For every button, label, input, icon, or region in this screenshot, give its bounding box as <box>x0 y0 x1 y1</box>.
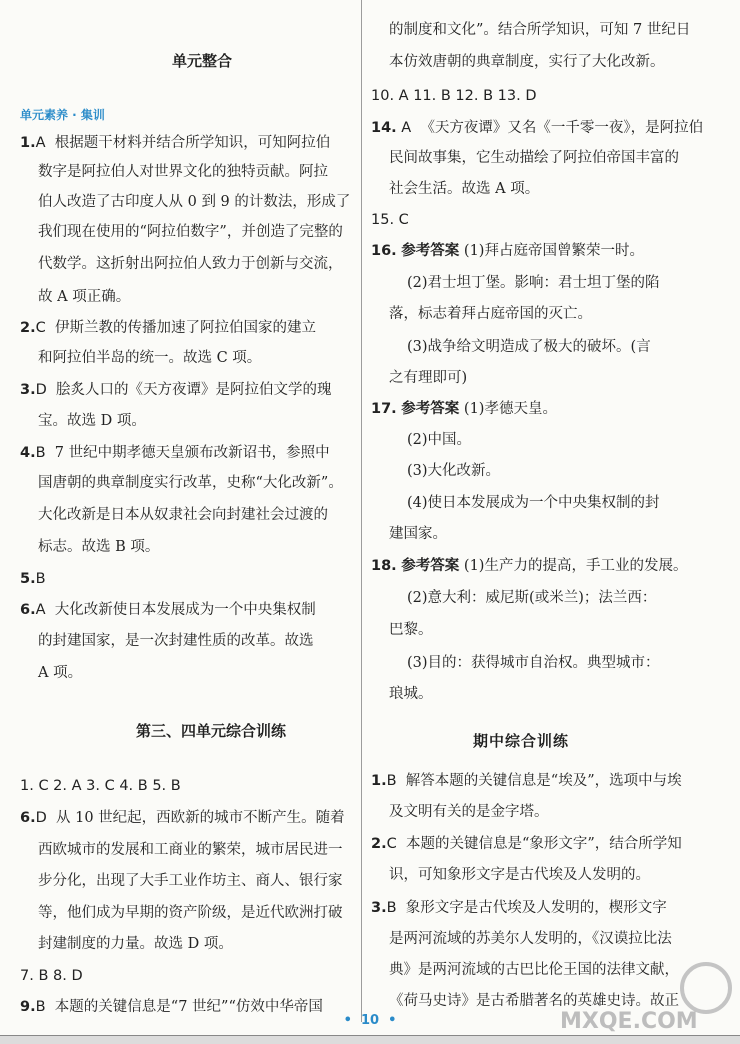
answer-line: (2)意大利：威尼斯(或米兰)；法兰西： <box>407 590 657 606</box>
answer-line: 巴黎。 <box>389 622 433 638</box>
answer-item-mid-2: 2.C 本题的关键信息是“象形文字”，结合所学知 <box>371 836 682 852</box>
answer-line-1-5: 1. C 2. A 3. C 4. B 5. B <box>20 778 181 794</box>
answer-item-mid-1: 1.B 解答本题的关键信息是“埃及”，选项中与埃 <box>371 773 682 789</box>
answer-item-18: 18. 参考答案 (1)生产力的提高，手工业的发展。 <box>371 558 688 574</box>
page-number: • 10 • <box>343 1013 397 1028</box>
answer-item-1: 1.A 根据题干材料并结合所学知识，可知阿拉伯 <box>20 135 331 151</box>
section-title-midterm: 期中综合训练 <box>473 732 570 750</box>
answer-item-4: 4.B 7 世纪中期孝德天皇颁布改新诏书，参照中 <box>20 445 330 461</box>
watermark-text: MXQE.COM <box>560 1009 698 1034</box>
bottom-edge <box>0 1035 740 1044</box>
answer-line: A 项。 <box>38 665 83 681</box>
answer-line: 落，标志着拜占庭帝国的灭亡。 <box>389 306 592 322</box>
answer-item-5: 5.B <box>20 571 46 587</box>
answer-line: (3)目的：获得城市自治权。典型城市： <box>407 655 660 671</box>
answer-item-2: 2.C 伊斯兰教的传播加速了阿拉伯国家的建立 <box>20 320 316 336</box>
answer-line: 我们现在使用的“阿拉伯数字”，并创造了完整的 <box>38 224 343 240</box>
answer-line: 数字是阿拉伯人对世界文化的独特贡献。阿拉 <box>38 164 328 180</box>
answer-line: 民间故事集，它生动描绘了阿拉伯帝国丰富的 <box>389 150 679 166</box>
section-title-units-3-4: 第三、四单元综合训练 <box>136 722 287 740</box>
answer-line: 故 A 项正确。 <box>38 289 131 305</box>
answer-item-16: 16. 参考答案 (1)拜占庭帝国曾繁荣一时。 <box>371 243 644 259</box>
answer-line: (3)大化改新。 <box>407 463 501 479</box>
answer-line: (2)君士坦丁堡。影响：君士坦丁堡的陷 <box>407 275 660 291</box>
answer-line: 琅城。 <box>389 686 433 702</box>
answer-line: 典》是两河流域的古巴比伦王国的法律文献， <box>389 962 679 978</box>
answer-item-9: 9.B 本题的关键信息是“7 世纪”“仿效中华帝国 <box>20 999 323 1015</box>
answer-line: 识，可知象形文字是古代埃及人发明的。 <box>389 867 650 883</box>
answer-line: 之有理即可) <box>389 370 468 386</box>
answer-item-mid-3: 3.B 象形文字是古代埃及人发明的，楔形文字 <box>371 900 667 916</box>
answer-item-14: 14. A 《天方夜谭》又名《一千零一夜》，是阿拉伯 <box>371 120 704 136</box>
answer-line: 建国家。 <box>389 526 447 542</box>
answer-line: (3)战争给文明造成了极大的破坏。(言 <box>407 339 651 355</box>
answer-line: 封建制度的力量。故选 D 项。 <box>38 936 233 952</box>
answer-line: 代数学。这折射出阿拉伯人致力于创新与交流， <box>38 256 343 272</box>
subsection-title: 单元素养 · 集训 <box>20 108 105 122</box>
answer-line: 国唐朝的典章制度实行改革，史称“大化改新”。 <box>38 475 343 491</box>
answer-line: 伯人改造了古印度人从 0 到 9 的计数法，形成了 <box>38 194 351 210</box>
answer-line: 社会生活。故选 A 项。 <box>389 181 540 197</box>
answer-item-3: 3.D 脍炙人口的《天方夜谭》是阿拉伯文学的瑰 <box>20 382 332 398</box>
answer-line: 本仿效唐朝的典章制度，实行了大化改新。 <box>389 54 665 70</box>
answer-item-17: 17. 参考答案 (1)孝德天皇。 <box>371 401 557 417</box>
answer-line: 的制度和文化”。结合所学知识，可知 7 世纪日 <box>389 22 691 38</box>
answer-line: 和阿拉伯半岛的统一。故选 C 项。 <box>38 350 262 366</box>
answer-line: 宝。故选 D 项。 <box>38 413 146 429</box>
answer-line-10-13: 10. A 11. B 12. B 13. D <box>371 88 537 104</box>
answer-line: 及文明有关的是金字塔。 <box>389 804 549 820</box>
answer-item-6b: 6.D 从 10 世纪起，西欧新的城市不断产生。随着 <box>20 810 345 826</box>
answer-line: 等，他们成为早期的资产阶级，是近代欧洲打破 <box>38 905 343 921</box>
answer-line: 大化改新是日本从奴隶社会向封建社会过渡的 <box>38 507 328 523</box>
answer-line: (2)中国。 <box>407 432 472 448</box>
answer-line: 的封建国家，是一次封建性质的改革。故选 <box>38 633 314 649</box>
column-divider <box>361 0 362 1022</box>
answer-line: 标志。故选 B 项。 <box>38 539 160 555</box>
answer-line: 步分化，出现了大手工业作坊主、商人、银行家 <box>38 873 343 889</box>
answer-line: 《荷马史诗》是古希腊著名的英雄史诗。故正 <box>389 993 679 1009</box>
answer-line: (4)使日本发展成为一个中央集权制的封 <box>407 495 660 511</box>
answer-line: 西欧城市的发展和工商业的繁荣，城市居民进一 <box>38 842 343 858</box>
answer-line-7-8: 7. B 8. D <box>20 968 83 984</box>
answer-item-6: 6.A 大化改新使日本发展成为一个中央集权制 <box>20 602 316 618</box>
answer-line: 是两河流域的苏美尔人发明的，《汉谟拉比法 <box>389 931 672 947</box>
section-title-unit-integration: 单元整合 <box>172 52 233 70</box>
answer-line-15: 15. C <box>371 212 409 228</box>
